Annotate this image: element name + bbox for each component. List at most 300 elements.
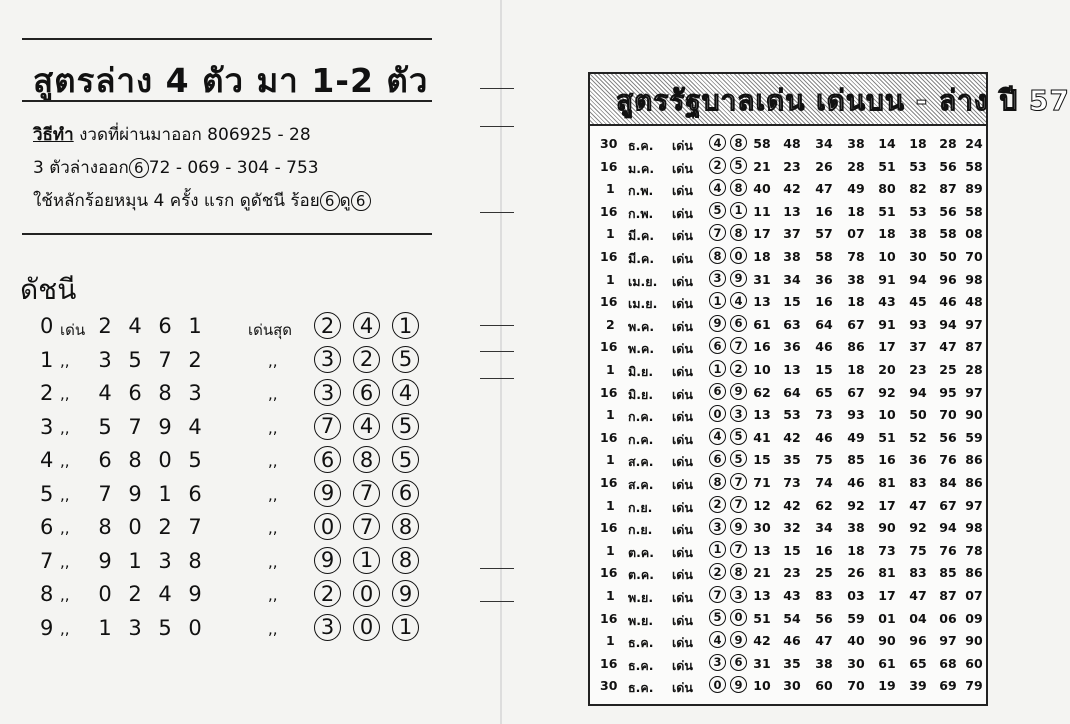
row-label: ,, [60,485,70,504]
row-value: 10 [878,407,896,423]
row-den-label: เด่น [672,296,693,312]
row-number: 9 [188,582,202,606]
circled-digit: 9 [730,676,747,693]
row-value: 37 [909,339,927,355]
circled-digit: 3 [730,405,747,422]
row-number: 2 [158,515,172,539]
row-value: 92 [847,497,865,513]
row-number: 6 [98,448,112,472]
row-value: 87 [939,181,957,197]
row-index: 3 [40,414,54,439]
circled-digit: 2 [709,496,726,513]
row-value: 15 [783,294,801,310]
table-row [590,156,990,178]
row-den-label: เด่น [672,590,693,605]
row-den-label: เด่น [672,318,693,334]
row-value: 38 [783,249,801,264]
row-value: 91 [878,316,896,332]
row-value: 67 [939,497,957,513]
row-value: 58 [939,226,957,242]
row-day: 16 [600,565,618,581]
row-value: 79 [965,678,983,694]
circled-digit: 8 [730,134,747,151]
circled-digit: 4 [709,631,726,648]
row-month: ส.ค. [628,477,654,492]
row-day: 16 [600,339,618,355]
row-value: 75 [815,452,833,468]
margin-dash [480,351,514,352]
circled-digit: 4 [709,179,726,196]
row-value: 62 [753,384,771,400]
row-sud-label: ,, [268,485,278,504]
method-text-1: งวดที่ผ่านมาออก 806925 - 28 [73,125,311,145]
row-value: 96 [939,271,957,287]
row-value: 64 [815,316,833,332]
row-value: 34 [815,136,833,151]
row-day: 16 [600,429,618,445]
row-day: 1 [606,271,615,287]
row-value: 18 [847,294,865,310]
row-number: 6 [188,481,202,506]
row-value: 60 [965,655,983,671]
index-row [40,381,440,411]
row-value: 97 [965,316,983,332]
row-value: 78 [847,249,865,264]
row-value: 94 [939,520,957,536]
row-value: 34 [815,520,833,536]
row-value: 30 [753,520,771,536]
row-number: 5 [98,414,112,439]
row-value: 47 [815,181,833,197]
row-den-label: เด่น [672,138,693,153]
circled-digit: 4 [709,428,726,445]
circled-digit: 7 [314,413,341,440]
row-value: 74 [815,475,833,490]
row-month: ธ.ค. [628,138,654,153]
circled-digit: 9 [314,547,341,574]
row-month: มิ.ย. [628,386,654,402]
row-value: 28 [939,136,957,151]
row-value: 89 [965,181,983,197]
row-value: 18 [909,136,927,151]
row-value: 28 [965,362,983,377]
row-number: 6 [128,381,142,405]
row-value: 70 [965,249,983,264]
row-value: 21 [753,158,771,174]
row-value: 96 [909,633,927,649]
row-value: 90 [878,520,896,536]
circled-digit: 6 [709,337,726,354]
row-number: 1 [158,481,172,506]
table-row [590,382,990,404]
row-day: 16 [600,610,618,626]
row-value: 04 [909,610,927,626]
row-sud-label: ,, [268,418,278,437]
row-value: 16 [815,542,833,558]
row-label: ,, [60,351,70,370]
row-month: เม.ย. [628,296,658,312]
row-label: ,, [60,519,70,537]
row-value: 01 [878,610,896,626]
row-value: 57 [815,226,833,242]
row-value: 46 [815,429,833,445]
circled-digit: 9 [709,315,726,332]
row-den-label: เด่น [672,454,693,470]
row-value: 86 [965,452,983,468]
row-den-label: เด่น [672,205,693,221]
table-row [590,517,990,539]
row-value: 32 [783,520,801,536]
circled-digit: 7 [353,480,380,507]
row-value: 73 [878,542,896,558]
row-number: 3 [188,381,202,405]
circled-digit: 8 [392,547,419,574]
row-value: 30 [783,678,801,694]
row-den-label: เด่น [672,544,693,560]
row-value: 61 [878,655,896,671]
panel-title: สูตรรัฐบาลเด่น เด่นบน - ล่าง ปี 57 [616,84,1070,117]
row-value: 67 [847,316,865,332]
row-value: 54 [783,610,801,626]
circled-digit: 2 [314,580,341,607]
row-number: 3 [158,548,172,573]
row-value: 08 [965,226,983,242]
table-row [590,675,990,697]
table-row [590,336,990,358]
row-value: 86 [965,565,983,581]
row-value: 50 [909,407,927,423]
row-value: 20 [878,362,896,377]
row-value: 30 [847,655,865,671]
row-value: 17 [878,497,896,513]
row-value: 83 [909,565,927,581]
circled-digit: 9 [730,383,747,400]
row-value: 16 [815,294,833,310]
row-number: 6 [158,314,172,338]
circled-digit: 8 [709,247,726,264]
row-value: 16 [753,339,771,355]
circled-digit: 6 [129,158,149,178]
row-value: 38 [909,226,927,242]
row-value: 17 [878,339,896,355]
row-value: 56 [939,158,957,174]
row-value: 56 [815,610,833,626]
row-month: มี.ค. [628,228,655,244]
circled-digit: 6 [353,379,380,406]
circled-digit: 1 [353,547,380,574]
row-value: 65 [909,655,927,671]
row-month: ก.พ. [628,183,654,199]
table-row [590,223,990,245]
row-value: 97 [965,497,983,513]
circled-digit: 5 [392,446,419,473]
row-day: 16 [600,475,618,490]
row-number: 1 [98,615,112,640]
circled-digit: 2 [730,360,747,377]
row-value: 13 [753,588,771,603]
row-label: ,, [60,586,70,604]
table-row [590,630,990,652]
row-month: มิ.ย. [628,364,654,379]
row-day: 16 [600,655,618,671]
row-value: 49 [847,181,865,197]
row-value: 70 [939,407,957,423]
row-number: 3 [98,347,112,372]
row-month: มี.ค. [628,251,655,266]
row-value: 38 [815,655,833,671]
row-value: 81 [878,475,896,490]
method-label: วิธีทำ [33,125,74,145]
row-month: พ.ค. [628,341,655,357]
table-row [590,359,990,381]
row-value: 39 [909,678,927,694]
row-number: 2 [98,314,112,338]
row-number: 2 [128,582,142,606]
panel-header [590,74,1070,126]
row-value: 98 [965,271,983,287]
circled-digit: 7 [730,337,747,354]
row-number: 0 [128,515,142,539]
row-value: 97 [965,384,983,400]
row-value: 58 [965,203,983,219]
row-value: 23 [783,565,801,581]
circled-digit: 2 [709,563,726,580]
row-month: ธ.ค. [628,680,654,696]
row-value: 50 [939,249,957,264]
row-den-label: เด่น [672,612,693,628]
row-value: 60 [815,678,833,694]
row-value: 18 [847,542,865,558]
row-value: 85 [847,452,865,468]
row-value: 13 [783,362,801,377]
row-value: 13 [783,203,801,219]
table-row [590,201,990,223]
row-value: 13 [753,407,771,423]
circled-digit: 2 [314,312,341,339]
row-value: 58 [965,158,983,174]
row-value: 94 [909,384,927,400]
circled-digit: 8 [353,446,380,473]
row-value: 23 [783,158,801,174]
row-den-label: เด่น [672,567,693,583]
table-row [590,540,990,562]
row-value: 80 [878,181,896,197]
table-row [590,585,990,607]
row-label: ,, [60,418,70,437]
row-value: 18 [878,226,896,242]
row-value: 25 [939,362,957,377]
row-value: 67 [847,384,865,400]
row-month: ก.ค. [628,431,654,447]
circled-digit: 0 [353,614,380,641]
row-day: 1 [606,362,615,377]
row-value: 93 [847,407,865,423]
row-value: 14 [878,136,896,151]
circled-digit: 4 [709,134,726,151]
circled-digit: 5 [392,413,419,440]
row-value: 06 [939,610,957,626]
table-row [590,404,990,426]
row-value: 92 [878,384,896,400]
index-row [40,482,440,512]
row-value: 73 [783,475,801,490]
row-month: ก.พ. [628,205,654,221]
row-day: 30 [600,136,618,151]
row-value: 83 [909,475,927,490]
row-number: 2 [188,347,202,372]
index-row [40,549,440,579]
circled-digit: 7 [730,473,747,490]
row-value: 49 [847,429,865,445]
row-index: 4 [40,448,54,472]
circled-digit: 1 [709,292,726,309]
row-value: 90 [965,633,983,649]
method-line-2 [33,154,319,181]
circled-digit: 5 [730,157,747,174]
row-number: 4 [188,414,202,439]
row-month: ธ.ค. [628,657,654,673]
row-value: 30 [909,249,927,264]
row-value: 42 [783,181,801,197]
row-value: 11 [753,203,771,219]
row-value: 64 [783,384,801,400]
row-value: 65 [815,384,833,400]
index-row [40,448,440,478]
row-value: 31 [753,271,771,287]
page-title: สูตรล่าง 4 ตัว มา 1-2 ตัว [33,61,429,100]
row-value: 36 [783,339,801,355]
circled-digit: 6 [351,191,371,211]
index-row [40,515,440,545]
row-value: 43 [878,294,896,310]
row-number: 5 [188,448,202,472]
row-value: 73 [815,407,833,423]
circled-digit: 2 [709,157,726,174]
row-value: 42 [783,497,801,513]
row-number: 7 [128,414,142,439]
circled-digit: 6 [730,654,747,671]
row-value: 81 [878,565,896,581]
row-value: 53 [909,158,927,174]
row-number: 7 [188,515,202,539]
circled-digit: 7 [709,224,726,241]
row-value: 24 [965,136,983,151]
row-sud-label: ,, [268,351,278,370]
row-value: 47 [815,633,833,649]
row-value: 94 [939,316,957,332]
table-row [590,291,990,313]
circled-digit: 1 [392,614,419,641]
circled-digit: 8 [730,563,747,580]
row-month: พ.ย. [628,590,654,605]
row-value: 62 [815,497,833,513]
row-day: 16 [600,203,618,219]
circled-digit: 5 [709,202,726,219]
row-value: 38 [847,520,865,536]
row-value: 17 [753,226,771,242]
row-value: 16 [878,452,896,468]
row-month: ก.ย. [628,522,653,538]
row-day: 1 [606,407,615,423]
row-den-label: เด่น [672,228,693,244]
table-row [590,314,990,336]
row-number: 5 [128,347,142,372]
row-value: 58 [753,136,771,151]
circled-digit: 8 [709,473,726,490]
row-value: 37 [783,226,801,242]
row-day: 16 [600,294,618,310]
row-sud-label: เด่นสุด [248,321,293,339]
row-month: พ.ย. [628,612,654,628]
row-label: ,, [60,552,70,571]
row-value: 46 [815,339,833,355]
row-value: 94 [909,271,927,287]
row-value: 43 [783,588,801,603]
row-day: 2 [606,316,615,332]
row-den-label: เด่น [672,273,693,289]
row-day: 1 [606,542,615,558]
row-value: 61 [753,316,771,332]
circled-digit: 7 [730,541,747,558]
row-value: 56 [939,429,957,445]
method-text-2-prefix: 3 ตัวล่างออก [33,158,129,178]
table-row [590,178,990,200]
row-day: 30 [600,678,618,694]
row-den-label: เด่น [672,160,693,176]
row-value: 09 [965,610,983,626]
title-rule [22,100,432,102]
row-value: 53 [909,203,927,219]
row-value: 17 [878,588,896,603]
row-month: ส.ค. [628,454,654,470]
row-value: 46 [783,633,801,649]
circled-digit: 9 [730,518,747,535]
circled-digit: 3 [709,518,726,535]
row-value: 63 [783,316,801,332]
circled-digit: 0 [353,580,380,607]
table-row [590,608,990,630]
row-value: 52 [909,429,927,445]
circled-digit: 0 [730,247,747,264]
row-number: 5 [158,615,172,640]
row-label: ,, [60,452,70,470]
row-day: 16 [600,520,618,536]
row-label: เด่น [60,321,86,339]
row-den-label: เด่น [672,386,693,402]
circled-digit: 3 [314,346,341,373]
row-day: 16 [600,384,618,400]
row-day: 1 [606,181,615,197]
row-value: 78 [965,542,983,558]
row-month: พ.ค. [628,318,655,334]
row-number: 9 [98,548,112,573]
row-value: 90 [965,407,983,423]
circled-digit: 7 [709,586,726,603]
row-month: ต.ค. [628,544,654,560]
row-value: 75 [909,542,927,558]
margin-dash [480,378,514,379]
row-value: 07 [965,588,983,603]
circled-digit: 6 [392,480,419,507]
circled-digit: 4 [353,413,380,440]
method-line-1 [33,121,311,148]
row-value: 48 [783,136,801,151]
row-sud-label: ,, [268,619,278,638]
row-value: 90 [878,633,896,649]
circled-digit: 3 [709,270,726,287]
row-label: ,, [60,619,70,638]
row-month: เม.ย. [628,273,658,289]
